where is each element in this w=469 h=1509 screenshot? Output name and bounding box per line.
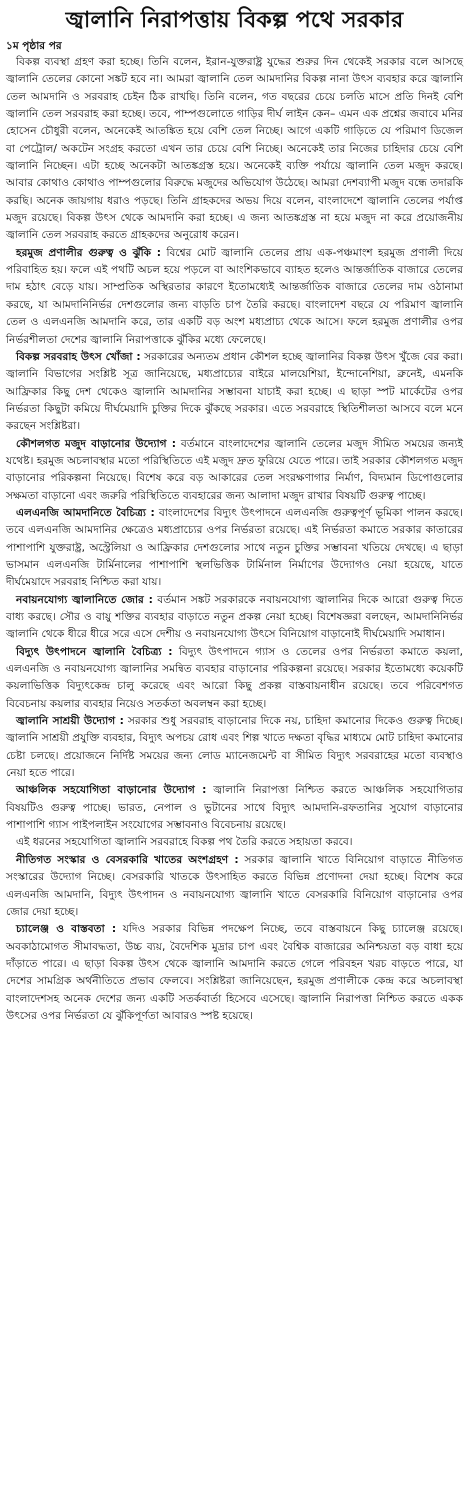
section-power-fuel-mix — [6, 644, 463, 713]
section-heading: আঞ্চলিক সহযোগিতা বাড়ানোর উদ্যোগ : — [16, 784, 207, 797]
section-body: যদিও সরকার বিভিন্ন পদক্ষেপ নিচ্ছে, তবে বাস্তবায়নে কিছু চ্যালেঞ্জ রয়েছে। অবকাঠামোগত সীমাবদ্ধতা, উচ্চ ব্যয়, বৈদেশিক মুদ্রার চাপ এবং বৈশ্বিক বাজারের অনিশ্চয়তা বড় বাধা হয়ে দাঁড়াতে পারে। এ ছাড়া বিকল্প উৎস থেকে জ্বালানি আমদানি করতে গেলে পরিবহন খরচ বাড়তে পারে, যা দেশের সামগ্রিক অর্থনীতিতে প্রভাব ফেলবে। সংশ্লিষ্টরা জানিয়েছেন, হরমুজ প্রণালীকে কেন্দ্র করে অচলাবস্থা বাংলাদেশসহ অনেক দেশের জন্য একটি সতর্কবার্তা হিসেবে এসেছে। জ্বালানি নিরাপত্তা নিশ্চিত করতে একক উৎসের ওপর নির্ভরতা যে ঝুঁকিপূর্ণতা আবারও স্পষ্ট হয়েছে। — [6, 923, 463, 1022]
section-paragraph — [6, 245, 463, 349]
section-body: বিদ্যুৎ উৎপাদনে গ্যাস ও তেলের ওপর নির্ভরতা কমাতে কয়লা, এলএনজি ও নবায়নযোগ্য জ্বালানির সমন্বিত ব্যবহার বাড়ানোর পরিকল্পনা রয়েছে। সরকার ইতোমধ্যে কয়েকটি কয়লাভিত্তিক বিদ্যুৎকেন্দ্র চালু করেছে এবং আরো কিছু প্রকল্প বাস্তবায়নাধীন রয়েছে। তবে পরিবেশগত বিবেচনায় কয়লার ব্যবহার নিয়েও সতর্কতা অবলম্বন করা হচ্ছে। — [6, 645, 463, 710]
section-heading: কৌশলগত মজুদ বাড়ানোর উদ্যোগ : — [16, 437, 177, 450]
intro-paragraph: বিকল্প ব্যবস্থা গ্রহণ করা হচ্ছে। তিনি বলেন, ইরান-যুক্তরাষ্ট্র যুদ্ধের শুরুর দিন থেকেই সরকার বলে আসছে জ্বালানি তেলের কোনো সঙ্কট হবে না। আমরা জ্বালানি তেল আমদানির বিকল্প নানা উৎস ব্যবহার করে জ্বালানি তেল আমদানি ও সরবরাহ চেইন ঠিক রাখছি। তিনি বলেন, গত বছরের চেয়ে চলতি মাসে প্রতি দিনই বেশি জ্বালানি তেল সরবরাহ করা হচ্ছে। তবে, পাম্পগুলোতে গাড়ির দীর্ঘ লাইন কেন– এমন এক প্রশ্নের জবাবে মনির হোসেন চৌধুরী বলেন, অনেকেই আতঙ্কিত হয়ে বেশি তেল নিচ্ছে। আগে একটি গাড়িতে যে পরিমাণ ডিজেল বা পেট্রোল/ অকটেন সংগ্রহ করতো এখন তার চেয়ে বেশি নিচ্ছে। অনেকেই তার নিজের চাহিদার চেয়ে বেশি জ্বালানি নিচ্ছেন। এটা হচ্ছে অনেকটা আতঙ্কগ্রস্ত হয়ে। অনেকেই ব্যক্তি পর্যায়ে জ্বালানি তেল মজুদ করছে। আবার কোথাও কোথাও পাম্পগুলোর বিরুদ্ধে মজুদের অভিযোগ উঠেছে। আমরা দেশব্যাপী মজুদ বন্ধে তদারকি করছি। অনেক জায়গায় ধরাও পড়ছে। তিনি গ্রাহকদের অভয় দিয়ে বলেন, বাংলাদেশে জ্বালানি তেলের পর্যাপ্ত মজুদ রয়েছে। বিকল্প উৎস থেকে আমদানি করা হচ্ছে। এ জন্য আতঙ্কগ্রস্ত না হয়ে মজুদ না করে প্রয়োজনীয় জ্বালানি তেল সরবরাহ করতে গ্রাহকদের অনুরোধ করেন। — [6, 56, 463, 242]
section-paragraph — [6, 349, 463, 436]
section-heading: চ্যালেঞ্জ ও বাস্তবতা : — [16, 923, 117, 936]
section-energy-saving — [6, 713, 463, 782]
section-heading: নীতিগত সংস্কার ও বেসরকারি খাতের অংশগ্রহণ : — [16, 853, 239, 866]
section-heading: বিকল্প সরবরাহ উৎস খোঁজা : — [16, 350, 141, 363]
section-body: বর্তমানে বাংলাদেশের জ্বালানি তেলের মজুদ সীমিত সময়ের জন্যই যথেষ্ট। হরমুজ অচলাবস্থার মতো পরিস্থিতিতে এই মজুদ দ্রুত ফুরিয়ে যেতে পারে। তাই সরকার কৌশলগত মজুদ বাড়ানোর পরিকল্পনা নিয়েছে। বিশেষ করে বড় আকারের তেল সংরক্ষণাগার নির্মাণ, বিদ্যমান ডিপোগুলোর সক্ষমতা বাড়ানো এবং জরুরি পরিস্থিতিতে ব্যবহারের জন্য আলাদা মজুদ রাখার বিষয়টি গুরুত্ব পাচ্ছে। — [6, 437, 463, 502]
section-paragraph — [6, 782, 463, 834]
section-paragraph — [6, 713, 463, 782]
section-hormuz — [6, 245, 463, 349]
section-heading: হরমুজ প্রণালীর গুরুত্ব ও ঝুঁকি : — [16, 246, 162, 259]
section-heading: এলএনজি আমদানিতে বৈচিত্র্য : — [16, 506, 155, 519]
section-body: বাংলাদেশের বিদ্যুৎ উৎপাদনে এলএনজি গুরুত্বপূর্ণ ভূমিকা পালন করছে। তবে এলএনজি আমদানির ক্ষেত্রেও মধ্যপ্রাচ্যের ওপর নির্ভরতা রয়েছে। এই নির্ভরতা কমাতে সরকার কাতারের পাশাপাশি যুক্তরাষ্ট্র, অস্ট্রেলিয়া ও আফ্রিকার দেশগুলোর সাথে নতুন চুক্তির সম্ভাবনা খতিয়ে দেখছে। এ ছাড়া ভাসমান এলএনজি টার্মিনালের পাশাপাশি স্থলভিত্তিক টার্মিনাল নির্মাণের উদ্যোগও নেয়া হয়েছে, যাতে দীর্ঘমেয়াদে সরবরাহ নিশ্চিত করা যায়। — [6, 506, 463, 589]
section-paragraph: এই ধরনের সহযোগিতা জ্বালানি সরবরাহে বিকল্প পথ তৈরি করতে সহায়তা করবে। — [16, 836, 353, 849]
section-body: জ্বালানি নিরাপত্তা নিশ্চিত করতে আঞ্চলিক সহযোগিতার বিষয়টিও গুরুত্ব পাচ্ছে। ভারত, নেপাল ও ভুটানের সাথে বিদ্যুৎ আমদানি-রফতানির সুযোগ বাড়ানোর পাশাপাশি গ্যাস পাইপলাইন সংযোগের সম্ভাবনাও বিবেচনায় রয়েছে। — [6, 784, 463, 832]
article-headline: জ্বালানি নিরাপত্তায় বিকল্প পথে সরকার — [65, 8, 404, 33]
section-heading: জ্বালানি সাশ্রয়ী উদ্যোগ : — [16, 715, 124, 728]
section-body: সরকার জ্বালানি খাতে বিনিয়োগ বাড়াতে নীতিগত সংস্কারের উদ্যোগ নিচ্ছে। বেসরকারি খাতকে উৎসাহিত করতে বিভিন্ন প্রণোদনা দেয়া হচ্ছে। বিশেষ করে এলএনজি আমদানি, বিদ্যুৎ উৎপাদন ও নবায়নযোগ্য জ্বালানি খাতে বেসরকারি বিনিয়োগ বাড়ানোর ওপর জোর দেয়া হচ্ছে। — [6, 853, 464, 918]
section-renewable — [6, 592, 463, 644]
section-alternative-sources — [6, 349, 463, 436]
section-policy-reform — [6, 852, 463, 921]
section-body: বিশ্বের মোট জ্বালানি তেলের প্রায় এক-পঞ্চমাংশ হরমুজ প্রণালী দিয়ে পরিবাহিত হয়। ফলে এই পথটি অচল হয়ে পড়লে বা আংশিকভাবে ব্যাহত হলেও আন্তর্জাতিক বাজারে তেলের দাম হঠাৎ বেড়ে যায়। সাম্প্রতিক অস্থিরতার কারণে ইতোমধ্যেই আন্তর্জাতিক বাজারে তেলের দাম ওঠানামা করছে, যা আমদানিনির্ভর দেশগুলোর জন্য বাড়তি চাপ তৈরি করছে। বাংলাদেশ বছরে যে পরিমাণ জ্বালানি তেল ও এলএনজি আমদানি করে, তার একটি বড় অংশ মধ্যপ্রাচ্য থেকে আসে। ফলে হরমুজ প্রণালীর ওপর নির্ভরশীলতা দেশের জ্বালানি নিরাপত্তাকে ঝুঁকির মধ্যে ফেলেছে। — [6, 246, 463, 346]
section-paragraph — [6, 592, 463, 644]
section-paragraph — [6, 921, 463, 1025]
continuation-label: ১ম পৃষ্ঠার পর — [6, 40, 62, 52]
section-challenges — [6, 921, 463, 1025]
section-body: সরকারের অন্যতম প্রধান কৌশল হচ্ছে জ্বালানির বিকল্প উৎস খুঁজে বের করা। জ্বালানি বিভাগের সংশ্লিষ্ট সূত্র জানিয়েছে, মধ্যপ্রাচ্যের বাইরে মালয়েশিয়া, ইন্দোনেশিয়া, ব্রুনেই, এমনকি আফ্রিকার কিছু দেশ থেকেও জ্বালানি আমদানির সম্ভাবনা যাচাই করা হচ্ছে। এ ছাড়া স্পট মার্কেটের ওপর নির্ভরতা কিছুটা কমিয়ে দীর্ঘমেয়াদি চুক্তির দিকে ঝুঁকছে সরকার। এতে সরবরাহে স্থিতিশীলতা আসবে বলে মনে করছেন সংশ্লিষ্টরা। — [6, 350, 463, 433]
section-heading: বিদ্যুৎ উৎপাদনে জ্বালানি বৈচিত্র্য : — [16, 645, 173, 658]
section-paragraph — [6, 852, 463, 921]
section-paragraph — [6, 505, 463, 592]
section-body: সরকার শুধু সরবরাহ বাড়ানোর দিকে নয়, চাহিদা কমানোর দিকেও গুরুত্ব দিচ্ছে। জ্বালানি সাশ্রয়ী প্রযুক্তি ব্যবহার, বিদ্যুৎ অপচয় রোধ এবং শিল্প খাতে দক্ষতা বৃদ্ধির মাধ্যমে মোট চাহিদা কমানোর চেষ্টা চলছে। প্রয়োজনে নির্দিষ্ট সময়ের জন্য লোড ম্যানেজমেন্ট বা সীমিত বিদ্যুৎ সরবরাহের মতো ব্যবস্থাও নেয়া হতে পারে। — [6, 715, 463, 780]
section-heading: নবায়নযোগ্য জ্বালানিতে জোর : — [16, 593, 153, 606]
section-paragraph — [6, 436, 463, 505]
section-strategic-reserve — [6, 436, 463, 505]
section-paragraph — [6, 644, 463, 713]
section-body: বর্তমান সঙ্কট সরকারকে নবায়নযোগ্য জ্বালানির দিকে আরো গুরুত্ব দিতে বাধ্য করছে। সৌর ও বায়ু শক্তির ব্যবহার বাড়াতে নতুন প্রকল্প নেয়া হচ্ছে। বিশেষজ্ঞরা বলছেন, আমদানিনির্ভর জ্বালানি থেকে ধীরে ধীরে সরে এসে দেশীয় ও নবায়নযোগ্য উৎসে বিনিয়োগ বাড়ানোই দীর্ঘমেয়াদি সমাধান। — [6, 593, 463, 641]
section-lng-diversity — [6, 505, 463, 592]
section-regional-cooperation — [6, 782, 463, 851]
